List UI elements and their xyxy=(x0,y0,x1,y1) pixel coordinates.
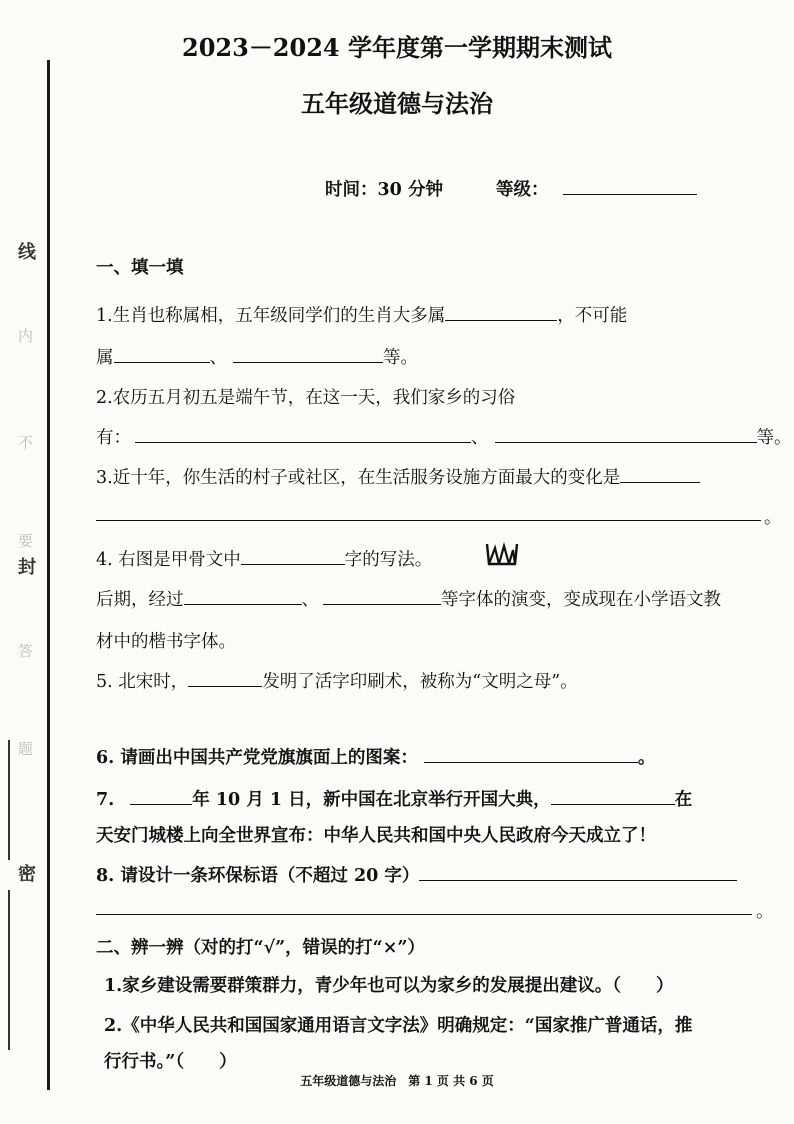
binding-char: 答 xyxy=(18,642,34,660)
question-2-line1: 2.农历五月初五是端午节，在这一天，我们家乡的习俗 xyxy=(96,388,516,408)
answer-blank[interactable] xyxy=(184,586,302,605)
page-footer: 五年级道德与法治 第 1 页 共 6 页 xyxy=(300,1074,494,1088)
question-1-line1: 1.生肖也称属相，五年级同学们的生肖大多属 ，不可能 xyxy=(96,302,627,327)
answer-blank[interactable] xyxy=(551,786,675,805)
answer-blank[interactable] xyxy=(419,862,737,881)
answer-blank[interactable] xyxy=(445,302,557,321)
section1-heading: 一、填一填 xyxy=(96,258,184,278)
judge-question-2-line2: 行行书。”（ ） xyxy=(104,1052,237,1072)
question-8-line1: 8. 请设计一条环保标语（不超过 20 字） xyxy=(96,862,737,887)
answer-blank[interactable] xyxy=(114,344,210,363)
question-2-line2: 有： 、 等。 xyxy=(96,424,792,449)
binding-char: 内 xyxy=(18,327,34,345)
answer-blank[interactable] xyxy=(323,586,441,605)
binding-margin-line xyxy=(8,890,10,1050)
exam-subject: 五年级道德与法治 xyxy=(301,89,493,118)
question-6: 6. 请画出中国共产党党旗旗面上的图案： 。 xyxy=(96,744,655,769)
judge-question-2-line1: 2.《中华人民共和国国家通用语言文字法》明确规定：“国家推广普通话，推 xyxy=(104,1016,693,1036)
judge-question-1: 1.家乡建设需要群策群力，青少年也可以为家乡的发展提出建议。（ ） xyxy=(104,976,674,996)
question-5: 5. 北宋时， 发明了活字印刷术，被称为“文明之母”。 xyxy=(96,668,578,693)
time-label: 时间：30 分钟 xyxy=(325,180,443,200)
question-8-end: 。 xyxy=(756,902,774,922)
answer-blank[interactable] xyxy=(135,424,471,443)
question-7-line2: 天安门城楼上向全世界宣布：中华人民共和国中央人民政府今天成立了！ xyxy=(96,826,656,846)
binding-char: 不 xyxy=(18,434,34,452)
question-4-line3: 材中的楷书字体。 xyxy=(96,632,236,652)
answer-blank[interactable] xyxy=(130,786,192,805)
question-7-line1: 7. 年 10 月 1 日，新中国在北京举行开国大典， 在 xyxy=(96,786,692,811)
binding-char: 封 xyxy=(18,557,36,578)
answer-blank[interactable] xyxy=(424,744,638,763)
oracle-bone-character-image xyxy=(483,540,521,568)
binding-margin-line xyxy=(8,740,10,860)
question-4-line2: 后期，经过 、 等字体的演变，变成现在小学语文教 xyxy=(96,586,721,611)
binding-char: 题 xyxy=(18,740,34,758)
binding-margin-line xyxy=(47,60,50,1090)
exam-title: 2023－2024 学年度第一学期期末测试 xyxy=(182,33,612,62)
question-4-line1: 4. 右图是甲骨文中 字的写法。 xyxy=(96,546,432,571)
question-3-end: 。 xyxy=(764,508,782,528)
answer-blank[interactable] xyxy=(495,424,757,443)
answer-blank[interactable] xyxy=(188,668,262,687)
question-1-line2: 属 、 等。 xyxy=(96,344,418,369)
answer-blank[interactable] xyxy=(620,464,700,483)
answer-line[interactable] xyxy=(96,914,752,915)
answer-line[interactable] xyxy=(96,520,761,521)
section2-heading: 二、辨一辨（对的打“√”，错误的打“×”） xyxy=(96,938,425,958)
question-3-line1: 3.近十年，你生活的村子或社区，在生活服务设施方面最大的变化是 xyxy=(96,464,700,489)
answer-blank[interactable] xyxy=(233,344,383,363)
binding-char: 密 xyxy=(18,864,36,885)
grade-blank[interactable] xyxy=(563,176,697,195)
binding-char: 要 xyxy=(18,532,34,550)
grade-label: 等级： xyxy=(496,180,549,200)
answer-blank[interactable] xyxy=(241,546,345,565)
binding-char: 线 xyxy=(18,242,36,263)
